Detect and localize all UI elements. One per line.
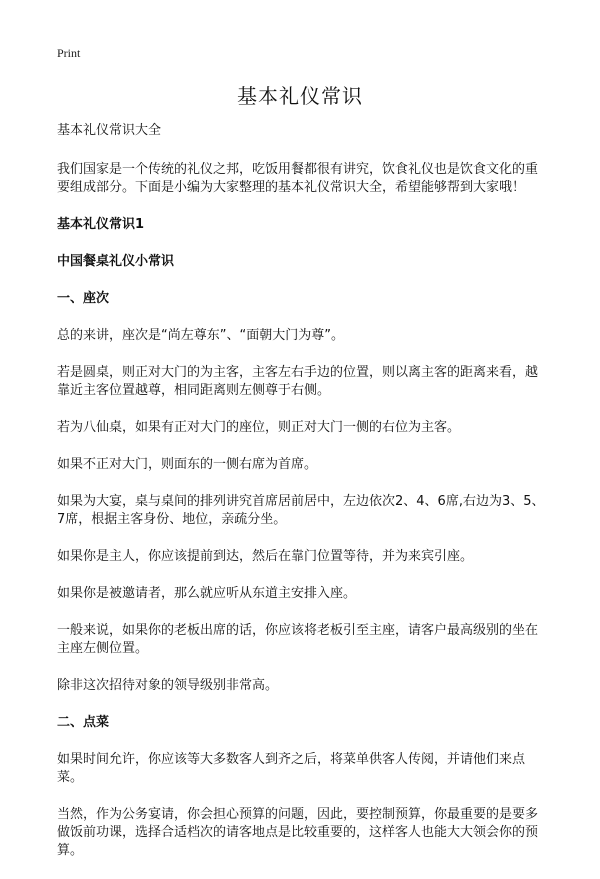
paragraph: 总的来讲，座次是“尚左尊东”、“面朝大门为尊”。 [57, 328, 344, 343]
paragraph: 如果时间允许，你应该等大多数客人到齐之后，将菜单供客人传阅，并请他们来点菜。 [57, 752, 526, 785]
section-heading: 二、点菜 [57, 715, 110, 730]
paragraph: 除非这次招待对象的领导级别非常高。 [57, 678, 279, 693]
print-link[interactable]: Print [57, 46, 81, 60]
paragraph: 我们国家是一个传统的礼仪之邦，吃饭用餐都很有讲究，饮食礼仪也是饮食文化的重要组成部分。下面是小编为大家整理的基本礼仪常识大全，希望能够帮到大家哦！ [57, 162, 539, 195]
section-heading: 中国餐桌礼仪小常识 [57, 254, 175, 269]
paragraph: 如果你是被邀请者，那么就应听从东道主安排入座。 [57, 586, 357, 601]
paragraph: 当然，作为公务宴请，你会担心预算的问题，因此，要控制预算，你最重要的是要多做饭前功课，选择合适档次的请客地点是比较重要的，这样客人也能大大领会你的预算。 [57, 807, 539, 858]
document-subtitle: 基本礼仪常识大全 [57, 123, 162, 138]
paragraph: 如果为大宴，桌与桌间的排列讲究首席居前居中，左边依次2、4、6席,右边为3、5、7席，根据主客身份、地位，亲疏分坐。 [57, 494, 545, 527]
document-body [57, 122, 549, 879]
paragraph: 若是圆桌，则正对大门的为主客，主客左右手边的位置，则以离主客的距离来看，越靠近主客位置越尊，相同距离则左侧尊于右侧。 [57, 365, 539, 398]
paragraph: 如果你是主人，你应该提前到达，然后在靠门位置等待，并为来宾引座。 [57, 549, 474, 564]
section-heading: 基本礼仪常识1 [57, 217, 145, 232]
document-blocks [57, 161, 549, 860]
paragraph: 一般来说，如果你的老板出席的话，你应该将老板引至主座，请客户最高级别的坐在主座左侧位置。 [57, 623, 539, 656]
section-heading: 一、座次 [57, 291, 110, 306]
page-title: 基本礼仪常识 [237, 84, 363, 108]
paragraph: 若为八仙桌，如果有正对大门的座位，则正对大门一侧的右位为主客。 [57, 420, 461, 435]
paragraph: 如果不正对大门，则面东的一侧右席为首席。 [57, 457, 318, 472]
